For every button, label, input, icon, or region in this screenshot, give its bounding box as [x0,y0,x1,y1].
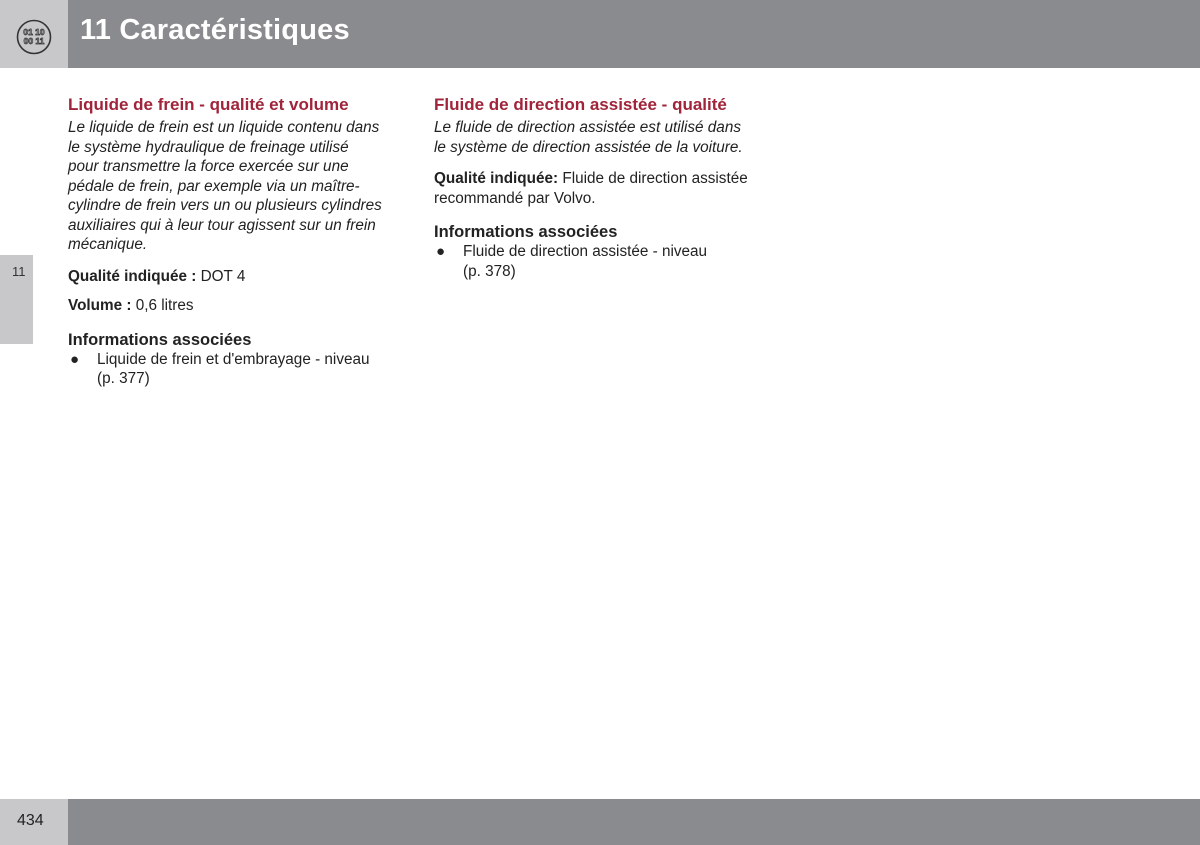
spec-value: 0,6 litres [131,297,194,314]
section-power-steering-fluid [434,94,774,281]
related-info-list [434,242,774,281]
spec-quality [68,267,408,287]
spec-value-cont: recommandé par Volvo. [434,189,596,207]
related-info-title: Informations associées [68,330,252,349]
related-info-title: Informations associées [434,223,618,241]
related-link-page-ref: (p. 378) [463,262,516,280]
bullet-icon: ● [70,350,80,368]
intro-line: pour transmettre la force exercée sur une [68,158,349,175]
footer-bar [68,799,1200,845]
icon-digits-line-2: 00 11 [23,36,45,46]
spec-value: Fluide de direction assistée [558,170,748,187]
related-link-line: Fluide de direction assistée - niveau [463,243,708,260]
intro-line: mécanique. [68,236,148,253]
intro-line: auxiliaires qui à leur tour agissent sur un frein [68,216,376,234]
related-info-link[interactable] [68,350,408,389]
chapter-header [0,0,1200,68]
chapter-icon-box [0,0,68,68]
chapter-side-tab-label: 11 [12,264,26,279]
section-title: Liquide de frein - qualité et volume [68,95,349,114]
section-brake-fluid [68,94,408,389]
related-info-list [68,350,408,389]
section-title: Fluide de direction assistée - qualité [434,95,727,114]
binary-digits-icon [16,19,52,55]
intro-line: Le liquide de frein est un liquide contenu dans [68,119,380,136]
section-intro [68,118,408,255]
bullet-icon: ● [436,243,446,260]
section-intro [434,118,774,157]
intro-line: le système hydraulique de freinage utilisé [68,138,349,156]
page-number: 434 [17,812,44,829]
related-info-link[interactable] [434,242,774,281]
intro-line: Le fluide de direction assistée est utilisé dans [434,119,741,136]
spec-label: Volume : [68,297,132,314]
spec-quality [434,169,774,208]
spec-value: DOT 4 [196,267,246,285]
spec-volume [68,296,408,316]
icon-digits-line-1: 01 10 [23,27,45,37]
chapter-title: 11 Caractéristiques [80,14,350,46]
intro-line: le système de direction assistée de la voiture. [434,138,743,156]
intro-line: pédale de frein, par exemple via un maître- [68,177,360,195]
intro-line: cylindre de frein vers un ou plusieurs cylindres [68,197,382,214]
related-link-line: Liquide de frein et d'embrayage - niveau [97,350,370,368]
spec-label: Qualité indiquée: [434,170,559,187]
related-link-page-ref: (p. 377) [97,370,150,387]
spec-label: Qualité indiquée : [68,267,197,285]
